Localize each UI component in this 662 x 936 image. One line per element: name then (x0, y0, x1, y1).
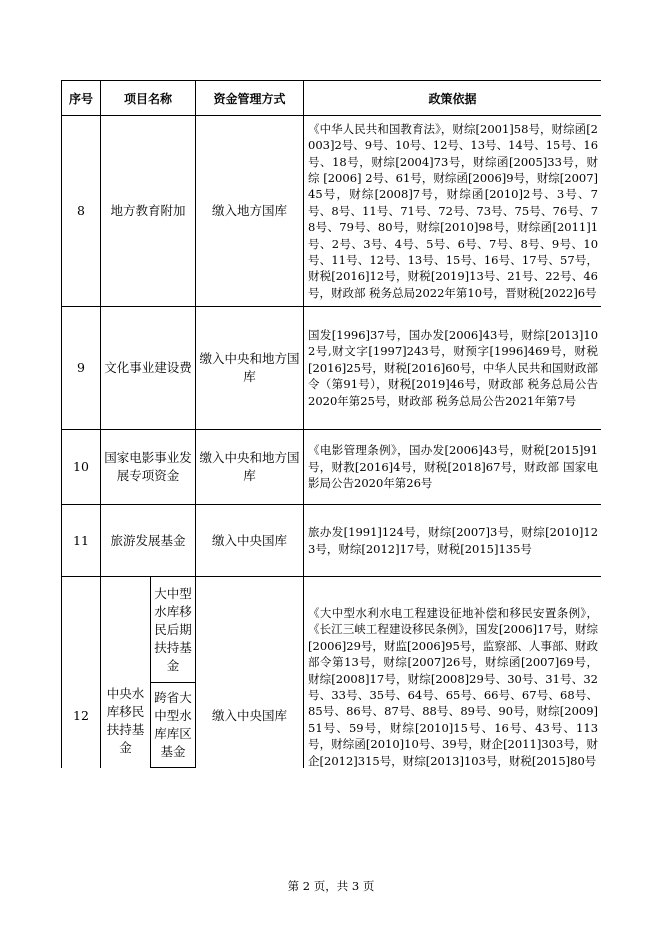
table-header-row (62, 81, 602, 116)
header-no: 序号 (62, 81, 101, 116)
row-name: 中央水库移民扶持基金 (101, 577, 151, 769)
header-basis: 政策依据 (304, 81, 601, 116)
sub-item-resettlement-fund: 大中型水库移民后期扶持基金 (151, 577, 196, 683)
row-no: 10 (62, 430, 101, 505)
table-row (62, 430, 602, 505)
fee-table-viewport (61, 80, 601, 768)
government-fund-table (61, 80, 601, 768)
row-basis: 《电影管理条例》，国办发[2006]43号，财税[2015]91号，财教[2016]4号，财税[2018]67号，财政部 国家电影局公告2020年第26号 (304, 430, 601, 505)
row-name: 文化事业建设费 (101, 307, 196, 430)
page-footer: 第 2 页，共 3 页 (287, 879, 375, 893)
header-method: 资金管理方式 (196, 81, 304, 116)
row-name: 地方教育附加 (101, 116, 196, 307)
row-method: 缴入中央国库 (196, 505, 304, 577)
sub-item-reservoir-area-fund: 跨省大中型水库库区基金 (151, 683, 196, 768)
row-name: 旅游发展基金 (101, 505, 196, 577)
row-method: 缴入中央国库 (196, 577, 304, 769)
table-row (62, 307, 602, 430)
table-row (62, 505, 602, 577)
header-name: 项目名称 (101, 81, 196, 116)
row-method: 缴入地方国库 (196, 116, 304, 307)
row-no: 8 (62, 116, 101, 307)
table-row (62, 577, 602, 683)
table-row (62, 116, 602, 307)
row-basis: 《中华人民共和国教育法》，财综[2001]58号，财综函[2003]2号、9号、10号、12号、13号、14号、15号、16号、18号，财综[2004]73号，财综函[2005]33号，财综 [2006] 2号、61号，财综函[2006]9号，财综[2007]45号，财综[2008]7号，财综函[2010]2号、3号、7号、8号、11号、71号、72号、73号、75号、76号、78号、79号、80号，财综[2010]98号，财综函[2011]1号、2号、3号、4号、5号、6号、7号、8号、9号、10号、11号、12号、13号、15号、16号、17号、57号，财税[2016]12号，财税[2019]13号、21号、22号、46号，财政部 税务总局2022年第10号，晋财税[2022]6号 (304, 116, 601, 307)
row-no: 12 (62, 577, 101, 769)
row-no: 9 (62, 307, 101, 430)
row-basis: 《大中型水利水电工程建设征地补偿和移民安置条例》，《长江三峡工程建设移民条例》，国发[2006]17号，财综[2006]29号，财监[2006]95号，监察部、人事部、财政部令第13号，财综[2007]26号，财综函[2007]69号，财综[2008]17号，财综[2008]29号、30号、31号、32号、33号、35号、64号、65号、66号、67号、68号、85号、86号、87号、88号、89号、90号，财综[2009]51号、59号，财综[2010]15号、16号、43号、113号，财综函[2010]10号、39号，财企[2011]303号，财企[2012]315号，财综[2013]103号，财税[2015]80号 (304, 577, 601, 769)
row-basis: 旅办发[1991]124号，财综[2007]3号，财综[2010]123号，财综[2012]17号，财税[2015]135号 (304, 505, 601, 577)
row-method: 缴入中央和地方国库 (196, 307, 304, 430)
sub-item-cut-off (151, 768, 196, 769)
row-basis: 国发[1996]37号，国办发[2006]43号，财综[2013]102号,财文字[1997]243号，财预字[1996]469号，财税[2016]25号，财税[2016]60号，中华人民共和国财政部令（第91号），财税[2019]46号，财政部 税务总局公告2020年第25号，财政部 税务总局公告2021年第7号 (304, 307, 601, 430)
row-name: 国家电影事业发展专项资金 (101, 430, 196, 505)
row-method: 缴入中央和地方国库 (196, 430, 304, 505)
row-no: 11 (62, 505, 101, 577)
